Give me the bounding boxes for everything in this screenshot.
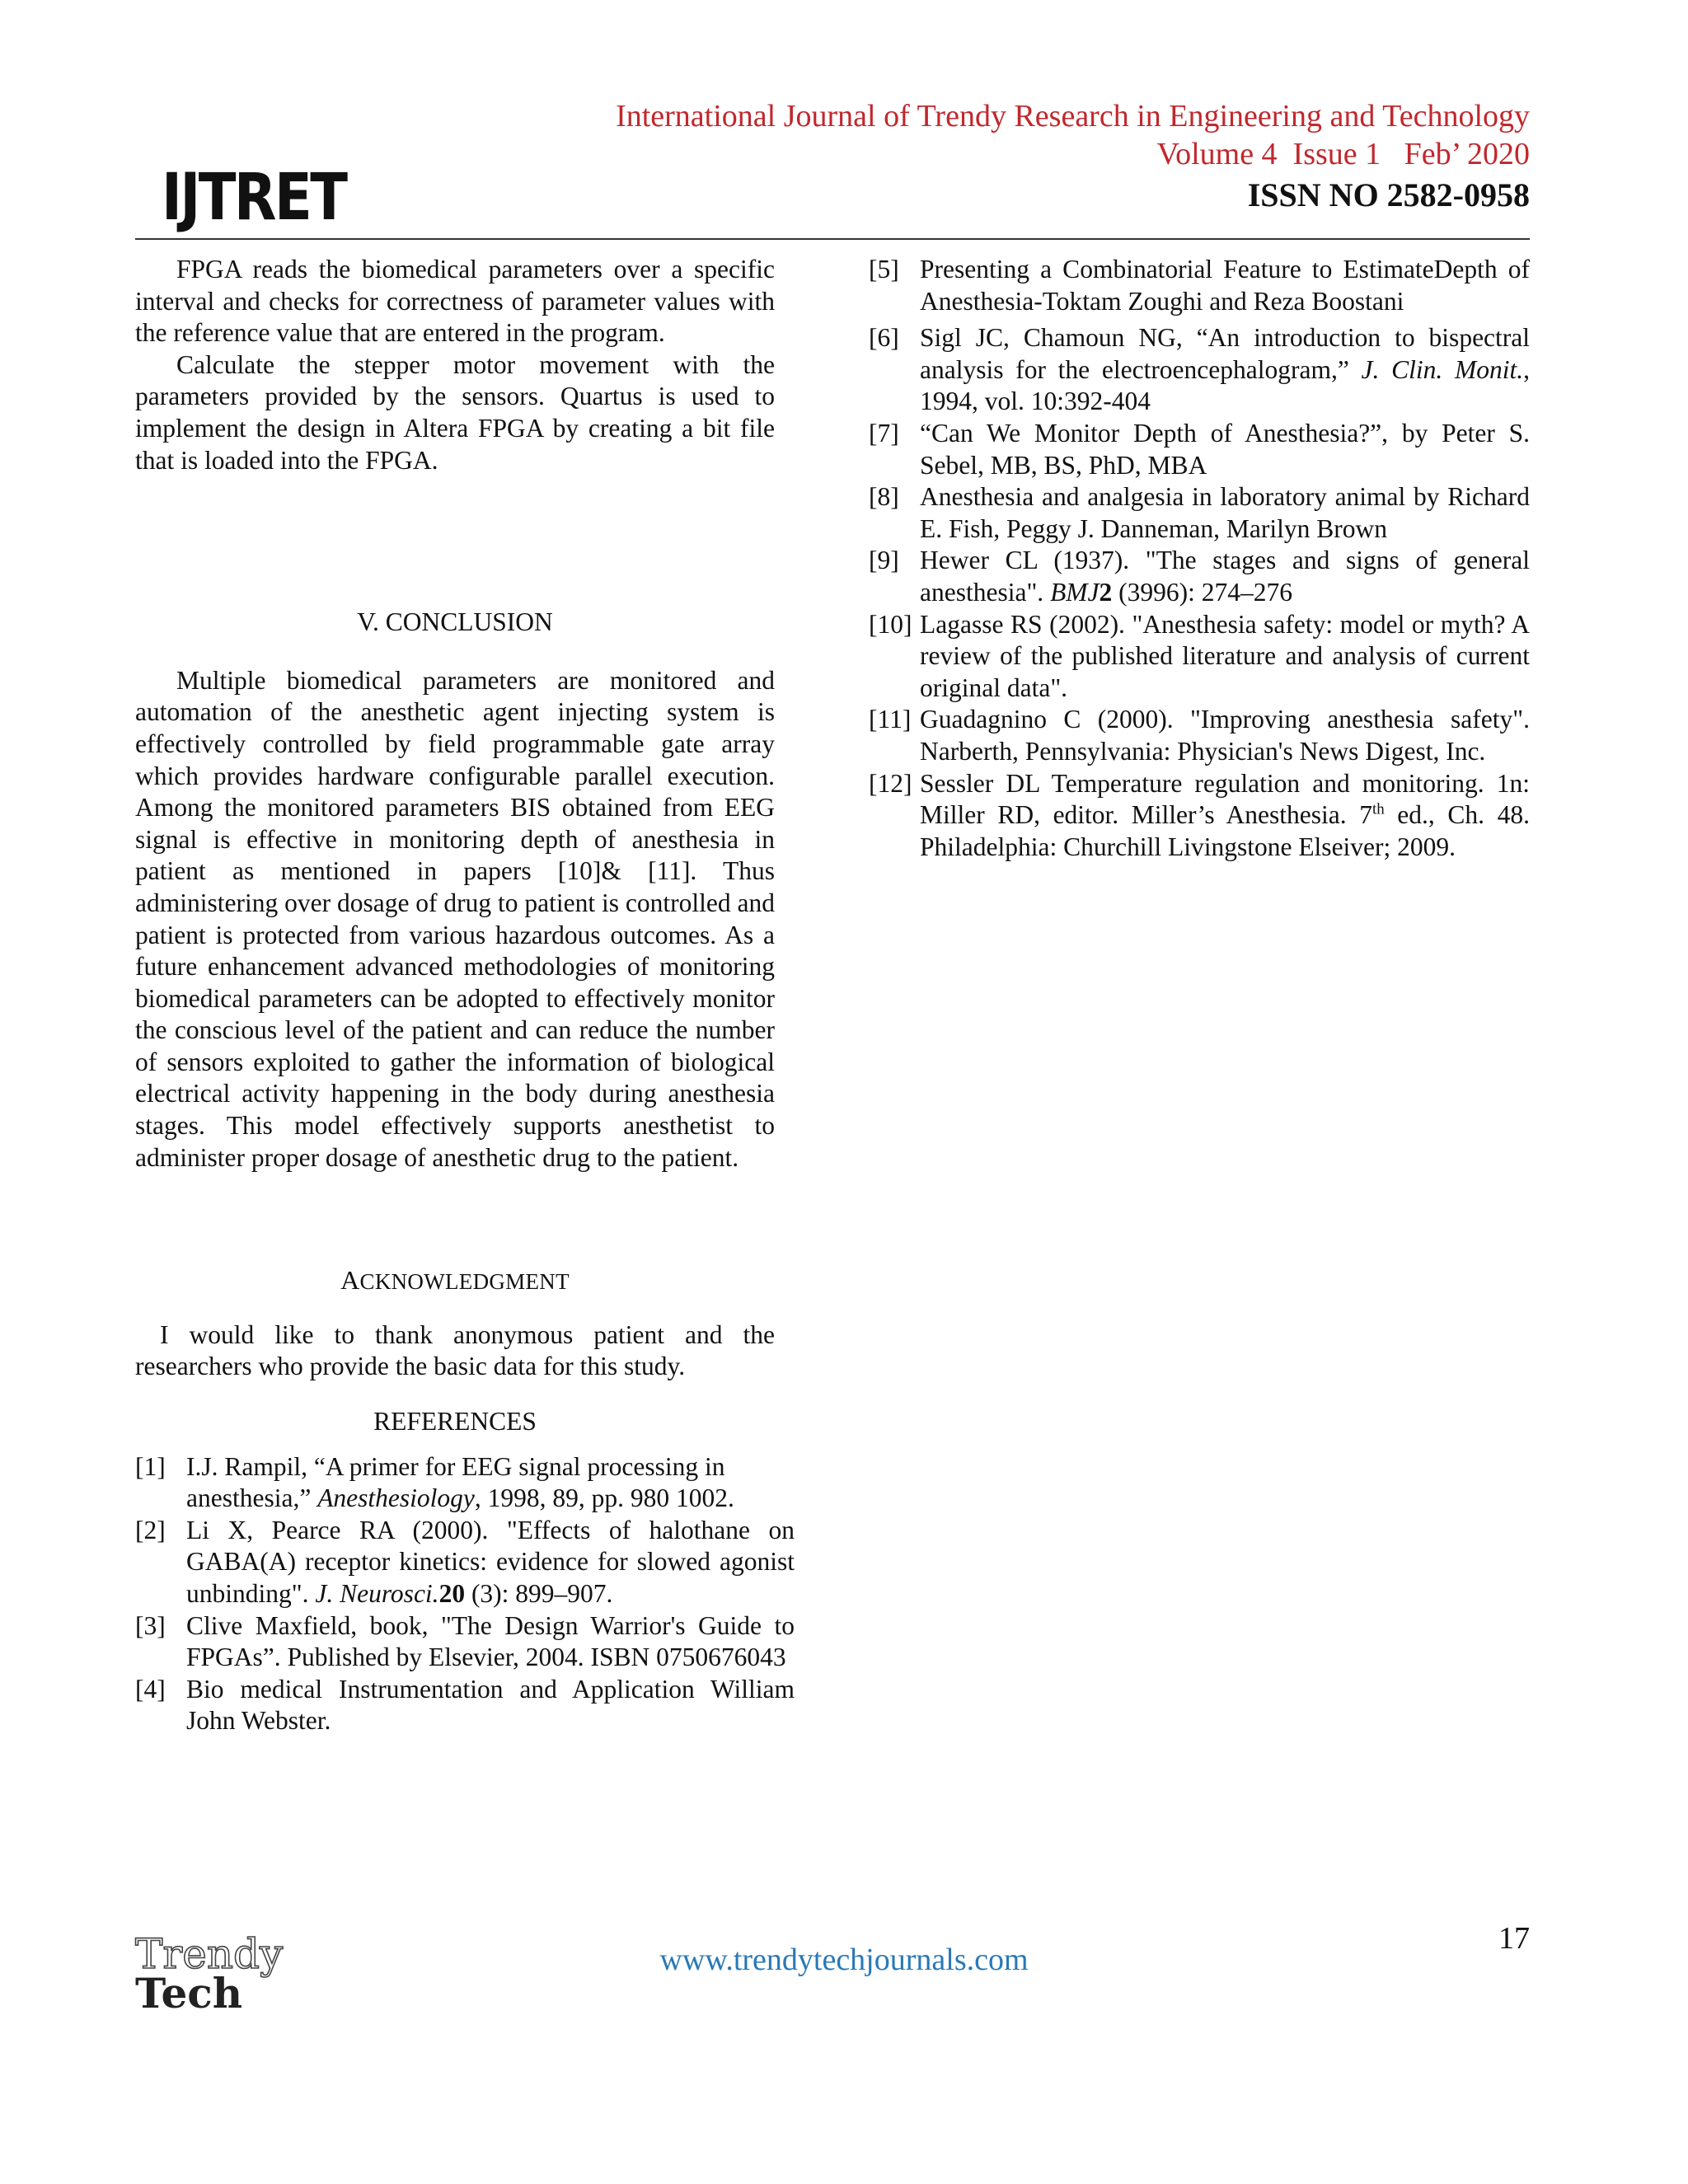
reference-text xyxy=(920,545,1530,608)
reference-text: Bio medical Instrumentation and Application William John Webster. xyxy=(186,1674,795,1736)
body-paragraph: FPGA reads the biomedical parameters over a specific interval and checks for correctness of parameter values with the reference value that are entered in the program. xyxy=(135,255,775,348)
journal-title: International Journal of Trendy Research in Engineering and Technology xyxy=(616,99,1530,134)
conclusion-paragraph: Multiple biomedical parameters are monitored and automation of the anesthetic agent injecting system is effectively controlled by field programmable gate array which provides hardware configurable parallel execution. Among the monitored parameters BIS obtained from EEG signal is effective in monitoring depth of anesthesia in patient as mentioned in papers [10]& [11]. Thus administering over dosage of drug to patient is controlled and patient is protected from various hazardous outcomes. As a future enhancement advanced methodologies of monitoring biomedical parameters can be adopted to effectively monitor the conscious level of the patient and can reduce the number of sensors exploited to gather the information of biological electrical activity happening in the body during anesthesia stages. This model effectively supports anesthetist to administer proper dosage of anesthetic drug to the patient. xyxy=(135,665,775,1172)
reference-number: [6] xyxy=(869,323,899,353)
section-heading-references: REFERENCES xyxy=(373,1407,537,1436)
reference-number: [12] xyxy=(869,768,912,798)
ijtret-logo: IJTRET xyxy=(162,161,346,235)
reference-text xyxy=(186,1515,795,1610)
reference-journal: Anesthesiology xyxy=(317,1483,475,1513)
reference-item xyxy=(135,1674,795,1737)
reference-number: [4] xyxy=(135,1674,166,1704)
left-column xyxy=(135,254,795,1737)
reference-text-part: Sigl JC, Chamoun NG, “An introduction to bispectral analysis for the electroencephalogram,” xyxy=(920,323,1530,384)
reference-journal: J. Clin. Monit. xyxy=(1361,354,1524,384)
ack-heading-rest: CKNOWLEDGMENT xyxy=(359,1269,570,1295)
reference-number: [10] xyxy=(869,609,912,639)
reference-text: “Can We Monitor Depth of Anesthesia?”, by Peter S. Sebel, MB, BS, PhD, MBA xyxy=(920,418,1530,480)
reference-text: Anesthesia and analgesia in laboratory animal by Richard E. Fish, Peggy J. Danneman, Marilyn Brown xyxy=(920,482,1530,543)
reference-number: [9] xyxy=(869,546,899,575)
reference-text-part: , 1998, 89, pp. 980 1002. xyxy=(474,1483,734,1513)
reference-number: [11] xyxy=(869,705,912,734)
reference-number: [7] xyxy=(869,418,899,448)
logo-line-trendy: Trendy xyxy=(135,1932,284,1978)
reference-text-part: (3): 899–907. xyxy=(465,1579,613,1608)
trendy-tech-logo xyxy=(132,1932,330,2014)
reference-text xyxy=(186,1451,795,1515)
reference-number: [5] xyxy=(869,255,899,284)
reference-text-part: , 1994, vol. 10:392-404 xyxy=(920,354,1530,416)
reference-text xyxy=(920,768,1530,864)
header-divider xyxy=(135,238,1530,240)
reference-number: [1] xyxy=(135,1451,166,1481)
logo-line-tech: Tech xyxy=(135,1969,243,2014)
reference-item xyxy=(869,481,1530,545)
reference-item xyxy=(135,1515,795,1610)
reference-text: Guadagnino C (2000). "Improving anesthesia safety". Narberth, Pennsylvania: Physician's News Digest, Inc. xyxy=(920,705,1530,766)
reference-journal: J. Neurosci. xyxy=(315,1579,439,1608)
reference-number: [3] xyxy=(135,1610,166,1640)
reference-text xyxy=(920,322,1530,418)
right-column xyxy=(869,254,1530,863)
reference-item xyxy=(869,545,1530,608)
reference-text-part: I.J. Rampil, “A primer for EEG signal processing in anesthesia,” xyxy=(186,1451,725,1513)
reference-number: [8] xyxy=(869,482,899,512)
reference-text-part: (3996): 274–276 xyxy=(1112,577,1293,607)
reference-volume: 2 xyxy=(1099,577,1113,607)
reference-list-left xyxy=(135,1451,795,1737)
reference-text: Lagasse RS (2002). "Anesthesia safety: model or myth? A review of the published literature and analysis of current original data". xyxy=(920,609,1530,702)
reference-text: Presenting a Combinatorial Feature to EstimateDepth of Anesthesia-Toktam Zoughi and Reza Boostani xyxy=(920,255,1530,316)
reference-item xyxy=(135,1610,795,1674)
reference-item xyxy=(869,254,1530,317)
reference-text-part: Li X, Pearce RA (2000). "Effects of halothane on GABA(A) receptor kinetics: evidence for slowed agonist unbinding". xyxy=(186,1515,795,1608)
ack-heading-initial: A xyxy=(340,1265,360,1296)
reference-item xyxy=(869,418,1530,481)
page-number: 17 xyxy=(1498,1921,1530,1956)
reference-item xyxy=(135,1451,795,1515)
reference-item xyxy=(869,322,1530,418)
section-heading-conclusion: V. CONCLUSION xyxy=(357,607,553,637)
journal-issn: ISSN NO 2582-0958 xyxy=(1247,176,1530,213)
body-paragraph: Calculate the stepper motor movement with the parameters provided by the sensors. Quartus is used to implement the design in Altera FPGA by creating a bit file that is loaded into the FPGA. xyxy=(135,349,775,475)
reference-journal: BMJ xyxy=(1050,577,1100,607)
reference-text-part: ed., Ch. 48. Philadelphia: Churchill Livingstone Elseiver; 2009. xyxy=(920,800,1530,861)
reference-volume: 20 xyxy=(438,1579,466,1608)
reference-text: Clive Maxfield, book, "The Design Warrior's Guide to FPGAs”. Published by Elsevier, 2004. ISBN 0750676043 xyxy=(186,1610,795,1672)
reference-superscript: th xyxy=(1372,800,1385,818)
journal-volume-issue: Volume 4 Issue 1 Feb’ 2020 xyxy=(1156,137,1530,171)
section-heading-acknowledgment xyxy=(135,1264,775,1298)
reference-item xyxy=(869,609,1530,705)
reference-item xyxy=(869,704,1530,767)
reference-text-part: Sessler DL Temperature regulation and monitoring. 1n: Miller RD, editor. Miller’s Anesthesia. 7 xyxy=(920,768,1530,830)
reference-number: [2] xyxy=(135,1515,166,1544)
reference-text-part: Hewer CL (1937). "The stages and signs of general anesthesia". xyxy=(920,546,1530,607)
reference-item xyxy=(869,768,1530,864)
journal-website-link[interactable]: www.trendytechjournals.com xyxy=(659,1943,1029,1977)
acknowledgment-paragraph: I would like to thank anonymous patient and the researchers who provide the basic data for this study. xyxy=(135,1319,775,1381)
